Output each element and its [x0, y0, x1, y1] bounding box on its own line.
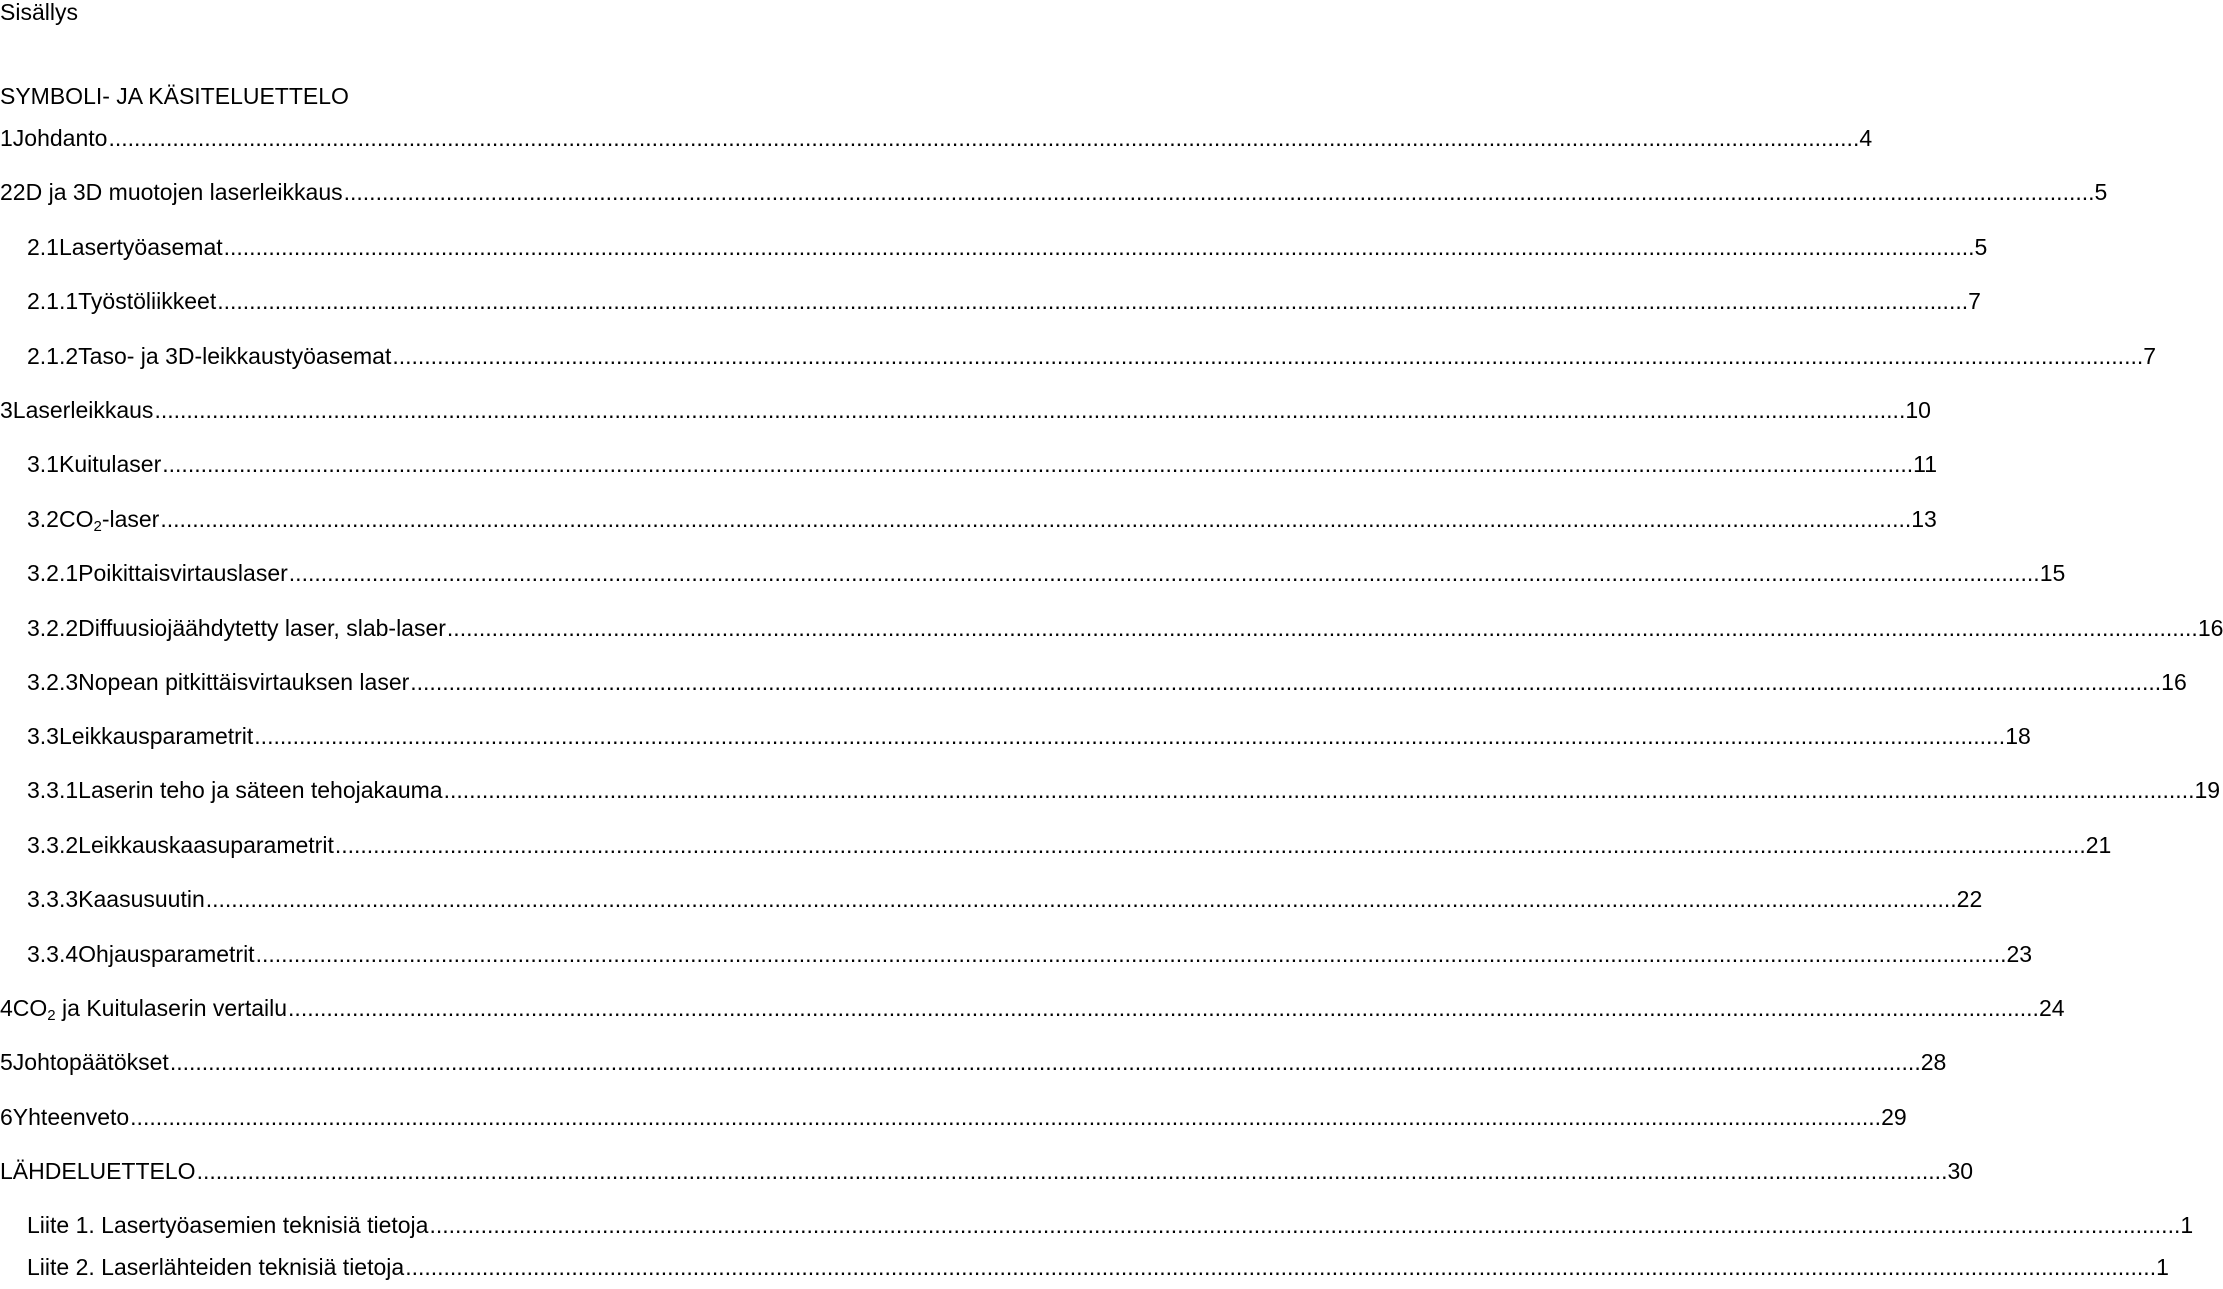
toc-entry-number: 2.1: [27, 233, 59, 260]
toc-leader-dots: ..................................................................................................................................................................................................................................................................................: [169, 1048, 1921, 1075]
toc-entry-title: Lasertyöasemat: [58, 233, 223, 260]
toc-entry[interactable]: [27, 877, 1983, 921]
toc-leader-dots: ..................................................................................................................................................................................................................................................................................: [429, 1211, 2181, 1238]
toc-entry-page: 7: [2143, 342, 2157, 369]
toc-leader-dots: ..................................................................................................................................................................................................................................................................................: [288, 994, 2039, 1021]
toc-entry-title: Laserleikkaus: [12, 396, 154, 423]
toc-entry[interactable]: [0, 388, 1931, 432]
toc-entry-title: Johtopäätökset: [12, 1048, 169, 1075]
toc-leader-dots: ..................................................................................................................................................................................................................................................................................: [392, 342, 2144, 369]
toc-entry[interactable]: [0, 1040, 1947, 1084]
toc-entry-title: Poikittaisvirtauslaser: [78, 559, 288, 586]
toc-entry-page: 22: [1956, 885, 1983, 912]
toc-heading: Sisällys: [0, 0, 78, 25]
toc-entry-number: 3.3.2: [27, 831, 79, 858]
toc-leader-dots: ..................................................................................................................................................................................................................................................................................: [343, 178, 2095, 205]
toc-leader-dots: ..................................................................................................................................................................................................................................................................................: [130, 1103, 1882, 1130]
toc-entry-title: Kuitulaser: [58, 450, 162, 477]
toc-entry-number: 3.2: [27, 505, 59, 532]
toc-entry-number: 1: [0, 124, 13, 151]
toc-leader-dots: ..................................................................................................................................................................................................................................................................................: [217, 287, 1969, 314]
toc-entry-title: [13, 995, 287, 1022]
toc-entry-number: 5: [0, 1048, 13, 1075]
toc-entry-number: 3.1: [27, 450, 59, 477]
toc-entry[interactable]: [0, 116, 1873, 160]
toc-entry-title-part: ja Kuitulaserin vertailu: [55, 994, 288, 1021]
toc-entry-title: Työstöliikkeet: [78, 287, 217, 314]
toc-entry-title: Diffuusiojäähdytetty laser, slab-laser: [78, 614, 446, 641]
toc-leader-dots: ..................................................................................................................................................................................................................................................................................: [334, 831, 2086, 858]
toc-entry-page: 29: [1881, 1103, 1907, 1130]
toc-entry-title: Nopean pitkittäisvirtauksen laser: [78, 668, 410, 695]
toc-entry-title: Laserin teho ja säteen tehojakauma: [78, 776, 443, 803]
toc-entry[interactable]: [27, 714, 2031, 758]
toc-entry-page: 23: [2006, 940, 2033, 967]
toc-entry[interactable]: [27, 823, 2112, 867]
toc-entry-title: LÄHDELUETTELO: [0, 1157, 196, 1184]
toc-entry-number: 3.2.3: [27, 668, 79, 695]
toc-entry-title: Liite 1. Lasertyöasemien teknisiä tietoja: [27, 1211, 429, 1238]
toc-entry-page: 7: [1968, 287, 1981, 314]
toc-entry-title-part: CO: [12, 994, 48, 1021]
toc-entry-number: 3.2.2: [27, 614, 79, 641]
toc-entry-title: Taso- ja 3D-leikkaustyöasemat: [78, 342, 392, 369]
toc-entry-page: 13: [1911, 505, 1937, 532]
toc-entry-appendix[interactable]: [27, 1245, 2169, 1289]
subscript-two: 2: [93, 517, 102, 535]
toc-leader-dots: ..................................................................................................................................................................................................................................................................................: [405, 1253, 2157, 1280]
toc-entry-number: 2.1.1: [27, 287, 79, 314]
toc-entry-title-part: -laser: [101, 505, 160, 532]
toc-entry-title: Johdanto: [12, 124, 108, 151]
subscript-two: 2: [47, 1006, 56, 1024]
toc-entry[interactable]: [27, 279, 1981, 323]
toc-entry[interactable]: [27, 606, 2223, 650]
toc-entry-references[interactable]: [0, 1149, 1974, 1193]
toc-entry-title: 2D ja 3D muotojen laserleikkaus: [12, 178, 343, 205]
toc-entry-number: 2.1.2: [27, 342, 79, 369]
toc-entry-title: Yhteenveto: [12, 1103, 130, 1130]
toc-entry-page: 5: [1974, 233, 1988, 260]
toc-leader-dots: ..................................................................................................................................................................................................................................................................................: [410, 668, 2162, 695]
toc-entry-page: 1: [2156, 1253, 2169, 1280]
toc-leader-dots: ..................................................................................................................................................................................................................................................................................: [446, 614, 2198, 641]
toc-leader-dots: ..................................................................................................................................................................................................................................................................................: [443, 776, 2195, 803]
toc-entry-number: 3.3.1: [27, 776, 79, 803]
toc-entry-title: Leikkauskaasuparametrit: [78, 831, 334, 858]
toc-entry-number: 3.3.3: [27, 885, 79, 912]
toc-entry-title: Ohjausparametrit: [78, 940, 255, 967]
toc-entry-page: 1: [2180, 1211, 2194, 1238]
toc-entry[interactable]: [27, 497, 1937, 541]
toc-entry-page: 15: [2039, 559, 2066, 586]
toc-entry[interactable]: [0, 1095, 1907, 1139]
toc-entry-title: Leikkausparametrit: [58, 722, 254, 749]
toc-entry-title: Liite 2. Laserlähteiden teknisiä tietoja: [27, 1253, 405, 1280]
toc-leader-dots: ..................................................................................................................................................................................................................................................................................: [255, 940, 2007, 967]
toc-entry-page: 21: [2085, 831, 2112, 858]
toc-entry-page: 18: [2005, 722, 2031, 749]
symbol-list-line: [0, 74, 349, 118]
toc-entry[interactable]: [0, 170, 2108, 214]
toc-entry-number: 6: [0, 1103, 13, 1130]
toc-entry-title: [59, 506, 159, 533]
toc-entry-page: 16: [2161, 668, 2187, 695]
toc-entry[interactable]: [27, 334, 2157, 378]
toc-entry-number: 3.2.1: [27, 559, 79, 586]
symbol-list-title: SYMBOLI- JA KÄSITELUETTELO: [0, 82, 349, 109]
toc-entry-number: 3: [0, 396, 13, 423]
toc-entry-number: 3.3: [27, 722, 59, 749]
toc-entry-number: 2: [0, 178, 13, 205]
toc-leader-dots: ..................................................................................................................................................................................................................................................................................: [254, 722, 2006, 749]
toc-entry-page: 16: [2197, 614, 2223, 641]
toc-entry-title-part: CO: [58, 505, 94, 532]
toc-entry-page: 10: [1905, 396, 1931, 423]
toc-leader-dots: ..................................................................................................................................................................................................................................................................................: [160, 505, 1912, 532]
toc-entry-page: 19: [2194, 776, 2221, 803]
toc-entry-title: Kaasusuutin: [78, 885, 205, 912]
toc-entry-page: 30: [1947, 1157, 1974, 1184]
toc-entry-appendix[interactable]: [27, 1203, 2194, 1247]
toc-entry[interactable]: [27, 932, 2033, 976]
toc-entry-number: 3.3.4: [27, 940, 79, 967]
toc-leader-dots: ..................................................................................................................................................................................................................................................................................: [205, 885, 1957, 912]
toc-entry-number: 4: [0, 994, 13, 1021]
toc-leader-dots: ..................................................................................................................................................................................................................................................................................: [223, 233, 1975, 260]
toc-entry[interactable]: [27, 660, 2187, 704]
toc-leader-dots: ..................................................................................................................................................................................................................................................................................: [288, 559, 2040, 586]
toc-entry-page: 24: [2038, 994, 2065, 1021]
toc-entry-page: 11: [1913, 450, 1938, 477]
toc-entry[interactable]: [27, 225, 1988, 269]
toc-entry[interactable]: [27, 768, 2221, 812]
toc-entry[interactable]: [0, 986, 2065, 1030]
toc-leader-dots: ..................................................................................................................................................................................................................................................................................: [154, 396, 1906, 423]
toc-entry-page: 4: [1859, 124, 1873, 151]
toc-leader-dots: ..................................................................................................................................................................................................................................................................................: [196, 1157, 1948, 1184]
toc-entry-page: 5: [2094, 178, 2108, 205]
toc-leader-dots: ..................................................................................................................................................................................................................................................................................: [162, 450, 1914, 477]
toc-entry[interactable]: [27, 442, 1938, 486]
toc-entry-page: 28: [1920, 1048, 1947, 1075]
toc-entry[interactable]: [27, 551, 2066, 595]
toc-leader-dots: ..................................................................................................................................................................................................................................................................................: [108, 124, 1860, 151]
